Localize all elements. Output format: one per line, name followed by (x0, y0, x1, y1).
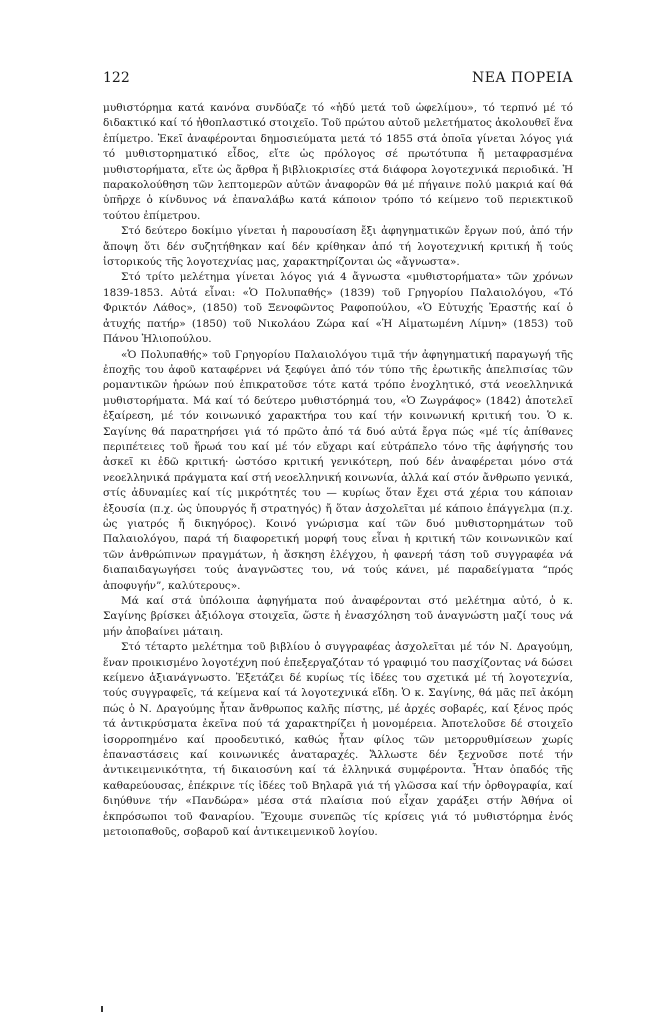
paragraph-1: μυθιστόρημα κατά κανόνα συνδύαζε τό «ἡδύ μετά τοῦ ὠφελίμου», τό τερπνό μέ τό διδακτικό καί τό ἠθοπλαστικό στοιχεῖο. Τοῦ πρώτου αὐτοῦ μελετήματος ἀκολουθεῖ ἕνα ἐπίμετρο. Ἐκεῖ ἀναφέρονται δημοσιεύματα μετά τό 1855 στά ὁποῖα γίνεται λόγος γιά τό μυθιστορηματικό εἶδος, εἴτε ὡς πρόλογος σέ πρωτότυπα ἤ μεταφρασμένα μυθιστορήματα, εἴτε ὡς ἄρθρα ἤ βιβλιοκρισίες στά διάφορα λογοτεχνικά περιοδικά. Ἡ παρακολούθηση τῶν λεπτομερῶν αὐτῶν ἀναφορῶν θά μέ πήγαινε πολύ μακριά καί θά ὑπῆρχε ὁ κίνδυνος νά ἐπαναλάβω κατά κάποιον τρόπο τό κείμενο τοῦ περιεκτικοῦ τούτου ἐπίμετρου. (103, 102, 573, 222)
paragraph-5: Μά καί στά ὑπόλοιπα ἀφηγήματα πού ἀναφέρονται στό μελέτημα αὐτό, ὁ κ. Σαγίνης βρίσκει ἀξιόλογα στοιχεῖα, ὥστε ἡ ἐνασχόληση τοῦ ἀναγνώστη μαζί τους νά μήν ἀποβαίνει μάταιη. (103, 595, 573, 638)
paragraph-4: «Ὁ Πολυπαθής» τοῦ Γρηγορίου Παλαιολόγου τιμᾶ τήν ἀφηγηματική παραγωγή τῆς ἐποχῆς του ἀφοῦ καταφέρνει νά ξεφύγει ἀπό τόν τύπο τῆς ἐρωτικῆς ἀπελπισίας τῶν ρομαντικῶν ἡρώων πού ἐπικρατοῦσε τότε κατά τρόπο ἐνοχλητικό, στά νεοελληνικά μυθιστορήματα. Μά καί τό δεύτερο μυθιστόρημά του, «Ὁ Ζωγράφος» (1842) ἀποτελεῖ ἐξαίρεση, μέ τόν κοινωνικό χαρακτήρα του καί τήν κοινωνική κριτική του. Ὁ κ. Σαγίνης θά παρατηρήσει γιά τό πρῶτο ἀπό τά δυό αὐτά ἔργα πώς «μέ τίς ἀπίθανες περιπέτειες τοῦ ἥρωά του καί μέ τόν εὔχαρι καί εὐτράπελο τόνο τῆς ἀφήγησής του ἀσκεῖ κι ἐδῶ κριτική· ὡστόσο κριτική γενικότερη, πού δέν ἀναφέρεται μόνο στά νεοελληνικά πράγματα καί στή νεοελληνική κοινωνία, ἀλλά καί στόν ἄνθρωπο γενικά, στίς ἀδυναμίες καί τίς μικρότητές του — κυρίως ὅταν ἔχει στά χέρια του κάποιαν ἐξουσία (π.χ. ὡς ὑπουργός ἤ στρατηγός) ἤ ὅταν ἀσχολεῖται μέ κάποιο ἐπάγγελμα (π.χ. ὡς γιατρός ἤ δικηγόρος). Κοινό γνώρισμα καί τῶν δυό μυθιστορημάτων τοῦ Παλαιολόγου, παρά τή διαφορετική μορφή τους εἶναι ἡ κριτική τῶν κοινωνικῶν καί τῶν ἀνθρώπινων πραγμάτων, ἡ ἄσκηση ἐλέγχου, ἡ φανερή τάση τοῦ συγγραφέα νά διαπαιδαγωγήσει τούς ἀναγνῶστες του, νά τούς κάνει, μέ παραδείγματα “πρός ἀποφυγήν”, καλύτερους». (103, 348, 573, 592)
paragraph-2: Στό δεύτερο δοκίμιο γίνεται ἡ παρουσίαση ἔξι ἀφηγηματικῶν ἔργων πού, ἀπό τήν ἄποψη ὅτι δέν συζητήθηκαν καί δέν κρίθηκαν ἀπό τή λογοτεχνική κριτική ἤ τούς ἱστορικούς τῆς λογοτεχνίας μας, χαρακτηρίζονται ὡς «ἄγνωστα». (103, 225, 573, 269)
page-header (103, 70, 573, 86)
page-number: 122 (103, 70, 130, 86)
paragraph-6: Στό τέταρτο μελέτημα τοῦ βιβλίου ὁ συγγραφέας ἀσχολεῖται μέ τόν Ν. Δραγούμη, ἕναν προικισμένο λογοτέχνη πού ἐπεξεργαζόταν τό γραφιμό του πασχίζοντας νά δώσει κείμενο ἀξιανάγνωστο. Ἐξετάζει δέ κυρίως τίς ἰδέες του σχετικά μέ τή λογοτεχνία, τούς συγγραφεῖς, τά κείμενα καί τά λογοτεχνικά εἴδη. Ὁ κ. Σαγίνης, θά μᾶς πεῖ ἀκόμη πώς ὁ Ν. Δραγούμης ἦταν ἄνθρωπος καλῆς πίστης, μέ ἀρχές σοβαρές, καί ξένος πρός τά ἀντικρύσματα ἐκεῖνα πού τά χαρακτηρίζει ἡ μονομέρεια. Ἀποτελοῦσε δέ στοιχεῖο ἰσορροπημένο καί προοδευτικό, καθώς ἦταν φίλος τῶν μετορρυθμίσεων χωρίς ἐπαναστάσεις καί κοινωνικές ἀναταραχές. Ἄλλωστε δέν ξεχνοῦσε ποτέ τήν ἀντικειμενικότητα, τή δικαιοσύνη καί τά ἑλληνικά συμφέροντα. Ἦταν ὀπαδός τῆς καθαρεύουσας, ἐπέκρινε τίς ἰδέες τοῦ Βηλαρᾶ γιά τή γλῶσσα καί τήν ὀρθογραφία, καί διηύθυνε τήν «Πανδώρα» μέσα στά πλαίσια πού εἶχαν χαράξει στήν Ἀθήνα οἱ ἐκπρόσωποι τοῦ Φαναρίου. Ἔχουμε συνεπῶς τίς κρίσεις γιά τό μυθιστόρημα ἑνός μετοιοπαθοῦς, σοβαροῦ καί ἀντικειμενικοῦ λογίου. (103, 641, 573, 839)
journal-title: ΝΕΑ ΠΟΡΕΙΑ (472, 70, 573, 86)
scan-mark (101, 1006, 103, 1012)
article-body (103, 101, 573, 841)
paragraph-3: Στό τρίτο μελέτημα γίνεται λόγος γιά 4 ἄγνωστα «μυθιστορήματα» τῶν χρόνων 1839-1853. Αὐτά εἶναι: «Ὁ Πολυπαθής» (1839) τοῦ Γρηγορίου Παλαιολόγου, «Τό Φρικτόν Λάθος», (1850) τοῦ Ξενοφῶντος Ραφοπούλου, «Ὁ Εὐτυχής Ἐραστής καί ὁ ἀτυχής πατήρ» (1850) τοῦ Νικολάου Ζώρα καί «Ἡ Αἱματωμένη Λίμνη» (1853) τοῦ Πάνου Ἠλιοπούλου. (103, 271, 573, 346)
